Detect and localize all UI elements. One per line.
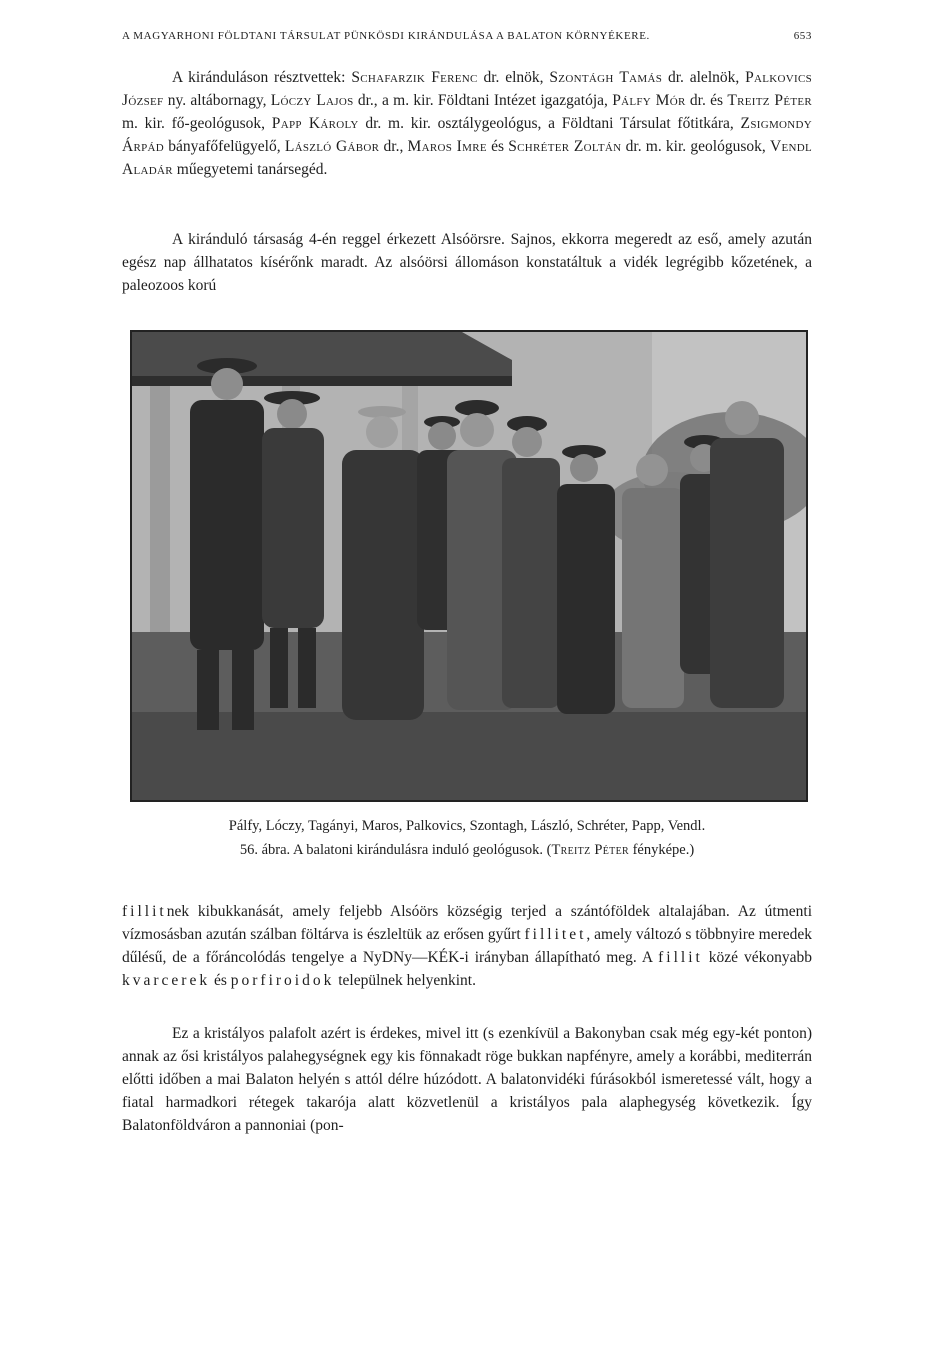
person-name: Palkovics József — [122, 69, 813, 110]
running-header — [122, 30, 812, 42]
text-run: dr. elnök, — [477, 69, 550, 86]
group-photograph — [130, 330, 808, 802]
text-run: dr. m. kir. osztálygeológus, a Földtani Társulat főtitkára, — [358, 115, 741, 133]
person-name: Szontágh Tamás — [549, 69, 663, 86]
emphasized-term: fillit — [122, 903, 167, 920]
emphasized-term: porfiroidok — [230, 972, 335, 990]
text-run: és — [210, 972, 231, 990]
photo-names-caption: Pálfy, Lóczy, Tagányi, Maros, Palkovics, Szontagh, László, Schréter, Papp, Vendl. — [228, 818, 706, 834]
text-run: és — [486, 138, 509, 156]
text-run: közé vékonyabb — [702, 949, 812, 967]
person-name: Papp Károly — [271, 115, 359, 133]
person-name: Schafarzik Ferenc — [351, 69, 478, 86]
text-run: dr., — [379, 138, 408, 156]
participants-paragraph — [122, 66, 812, 181]
photographer-name: Treitz Péter — [551, 842, 629, 858]
emphasized-term: kvarcerek — [122, 972, 211, 990]
text-run: dr., a m. kir. Földtani Intézet igazgatója, — [353, 92, 613, 110]
figure-caption — [122, 842, 812, 859]
person-name: Vendl Aladár — [122, 138, 812, 179]
phyllite-paragraph — [122, 900, 812, 992]
crystalline-schist-paragraph: Ez a kristályos palafolt azért is érdekes, mivel itt (s ezenkívül a Bakonyban csak még egy-két ponton) annak az ősi kristályos palahegységnek egy kis fönnakadt röge bukkan napfényre, amely a korábbi, mediterrán előtti időben a mai Balaton helyén s attól délre húzódott. A balatonvidéki fúrásokból ismeretessé vált, hogy a fiatal harmadkori rétegek takarója alatt közvetlenül a kristályos pala alaphegység következik. Így Balatonföldváron a pannoniai (pon- — [122, 1025, 812, 1135]
person-name: Zsigmondy Árpád — [122, 115, 812, 156]
text-run: dr. és — [685, 92, 728, 110]
text-run: dr. m. kir. geológusok, — [621, 138, 770, 156]
text-run: települnek helyenkint. — [334, 972, 476, 990]
person-name: László Gábor — [284, 138, 380, 156]
caption-text: 56. ábra. A balatoni kirándulásra induló geológusok. ( — [239, 842, 552, 858]
caption-text: fényképe.) — [628, 842, 695, 858]
emphasized-term: fillitet — [524, 926, 587, 944]
person-name: Maros Imre — [407, 138, 487, 156]
person-name: Treitz Péter — [727, 92, 813, 110]
text-run: m. kir. fő-geológusok, — [122, 115, 272, 133]
running-title: A MAGYARHONI FÖLDTANI TÁRSULAT PÜNKÖSDI KIRÁNDULÁSA A BALATON KÖRNYÉKERE. — [122, 30, 650, 42]
text-run: műegyetemi tanársegéd. — [172, 161, 328, 179]
text-run: dr. alelnök, — [662, 69, 746, 86]
text-run: bányafőfelügyelő, — [164, 138, 285, 156]
person-name: Lóczy Lajos — [270, 92, 354, 110]
text-run: , amely változó s többnyire meredek dűlésű, de a főráncolódás tengelye a NyDNy—KÉK-i irányban állapítható meg. A — [122, 926, 812, 967]
photograph-illustration — [132, 332, 806, 800]
page-number: 653 — [793, 30, 812, 42]
emphasized-term: fillit — [658, 949, 703, 967]
person-name: Pálfy Mór — [612, 92, 686, 110]
arrival-paragraph: A kiránduló társaság 4-én reggel érkezett Alsóörsre. Sajnos, ekkorra megeredt az eső, amely azután egész nap állhatatos kísérőnk maradt. Az alsóörsi állomáson konstatáltuk a vidék legrégibb kőzetének, a paleozoos korú — [122, 231, 812, 295]
text-run: ny. altábornagy, — [163, 92, 271, 110]
person-name: Schréter Zoltán — [508, 138, 622, 156]
text-run: A kiránduláson résztvettek: — [172, 69, 352, 86]
text-run: nek kibukkanását, amely feljebb Alsóörs községig terjed a szántóföldek altalajában. Az útmenti vízmosásban azután szálban föltárva is észleltük az erősen gyűrt — [122, 903, 812, 944]
